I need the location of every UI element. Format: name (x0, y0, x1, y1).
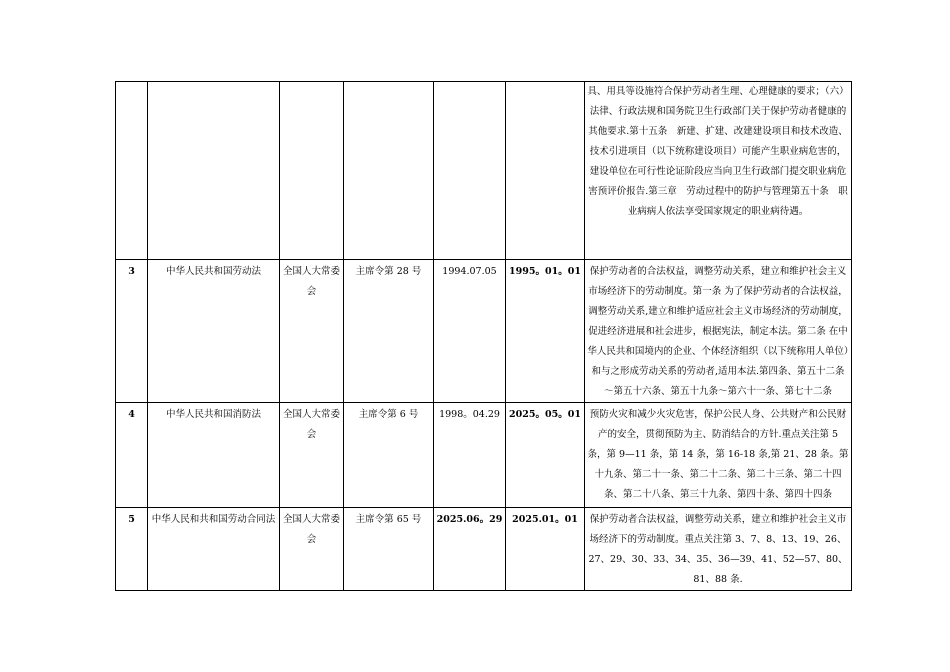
document-number-cell (344, 260, 434, 403)
publish-date-cell (434, 508, 506, 591)
row-number-cell (116, 82, 148, 260)
effective-date: 2025.01。01 (512, 514, 578, 525)
publish-date: 1998。04.29 (439, 409, 500, 420)
document-number-cell (344, 508, 434, 591)
document-number-cell (344, 82, 434, 260)
table-row (116, 260, 852, 403)
content-text: 保护劳动者的合法权益，调整劳动关系，建立和维护社会主义市场经济下的劳动制度。第一条 为了保护劳动者的合法权益，调整劳动关系,建立和维护适应社会主义市场经济的劳动制度，促进经济进展和社会进步，根据宪法，制定本法。第二条 在中华人民共和国境内的企业、个体经济组织（以下统称用人单位）和与之形成劳动关系的劳动者,适用本法.第四条、第五十二条～第五十六条、第五十九条～第六十一条、第七十二条 (587, 266, 849, 397)
row-number: 5 (128, 514, 135, 525)
document-number: 主席令第 65 号 (355, 514, 422, 525)
table-row (116, 82, 852, 260)
issuing-body-cell (280, 82, 344, 260)
content-cell (585, 508, 852, 591)
row-number-cell (116, 403, 148, 508)
publish-date-cell (434, 82, 506, 260)
content-cell (585, 403, 852, 508)
effective-date-cell (506, 508, 585, 591)
document-number-cell (344, 403, 434, 508)
law-name-cell (148, 82, 280, 260)
law-name: 中华人民和共和国劳动合同法 (151, 514, 276, 525)
law-name: 中华人民共和国消防法 (165, 409, 261, 420)
issuing-body: 全国人大常委会 (282, 266, 340, 297)
law-name-cell (148, 260, 280, 403)
publish-date: 1994.07.05 (442, 266, 497, 277)
issuing-body-cell (280, 260, 344, 403)
law-name-cell (148, 508, 280, 591)
law-name-cell (148, 403, 280, 508)
effective-date-cell (506, 82, 585, 260)
document-number: 主席令第 6 号 (358, 409, 419, 420)
row-number: 4 (128, 409, 135, 420)
publish-date-cell (434, 260, 506, 403)
table-row (116, 508, 852, 591)
effective-date: 2025。05。01 (509, 409, 581, 420)
publish-date-cell (434, 403, 506, 508)
effective-date: 1995。01。01 (509, 266, 581, 277)
document-number: 主席令第 28 号 (355, 266, 422, 277)
publish-date: 2025.06。29 (436, 514, 503, 525)
content-cell (585, 260, 852, 403)
content-text: 保护劳动者合法权益，调整劳动关系，建立和维护社会主义市场经济下的劳动制度。重点关注第 3、7、8、13、19、26、27、29、30、33、34、35、36—39、41、52—57、80、81、88 条. (588, 514, 848, 585)
effective-date-cell (506, 260, 585, 403)
issuing-body-cell (280, 508, 344, 591)
regulations-table (115, 81, 852, 591)
row-number-cell (116, 260, 148, 403)
content-text: 预防火灾和减少火灾危害，保护公民人身、公共财产和公民财产的安全，贯彻预防为主、防消结合的方针.重点关注第 5 条，第 9—11 条，第 14 条，第 16-18 条,第 21、28 条。第十九条、第二十一条、第二十二条、第二十三条、第二十四条、第二十八条、第三十九条、第四十条、第四十四条 (587, 409, 849, 500)
content-cell: 具、用具等设施符合保护劳动者生理、心理健康的要求；（六）法律、行政法规和国务院卫生行政部门关于保护劳动者健康的其他要求.第十五条 新建、扩建、改建建设项目和技术改造、技术引进项目（以下统称建设项目）可能产生职业病危害的，建设单位在可行性论证阶段应当向卫生行政部门提交职业病危害预评价报告.第三章 劳动过程中的防护与管理第五十条 职业病病人依法享受国家规定的职业病待遇。 (585, 82, 852, 260)
row-number-cell (116, 508, 148, 591)
issuing-body: 全国人大常委会 (282, 409, 340, 440)
table-row (116, 403, 852, 508)
issuing-body-cell (280, 403, 344, 508)
effective-date-cell (506, 403, 585, 508)
law-name: 中华人民共和国劳动法 (165, 266, 261, 277)
issuing-body: 全国人大常委会 (282, 514, 340, 545)
row-number: 3 (128, 266, 135, 277)
